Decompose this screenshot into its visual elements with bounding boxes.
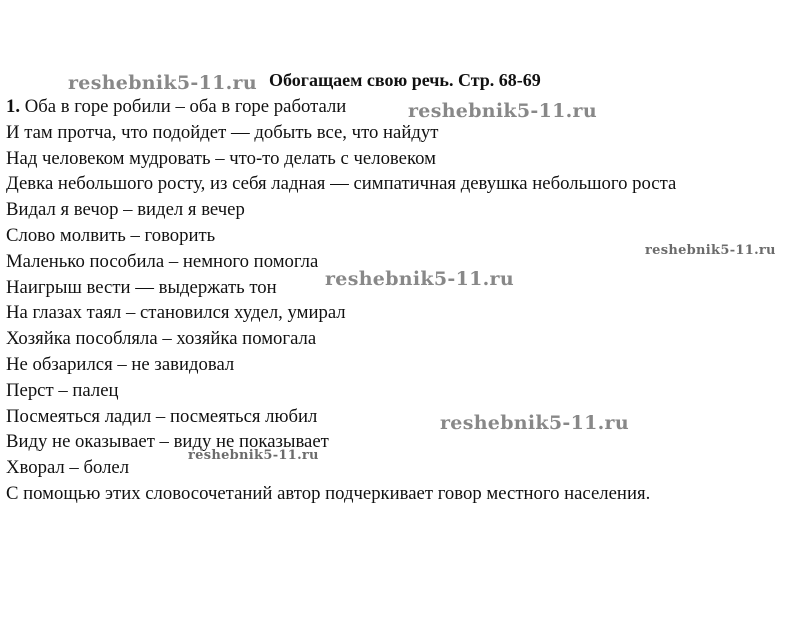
list-item: Над человеком мудровать – что-то делать с человеком <box>6 147 436 169</box>
watermark: reshebnik5-11.ru <box>68 72 257 94</box>
watermark: reshebnik5-11.ru <box>325 268 514 290</box>
list-item: Перст – палец <box>6 379 119 401</box>
item-text: Оба в горе робили – оба в горе работали <box>24 96 347 117</box>
watermark: reshebnik5-11.ru <box>188 448 319 463</box>
phrase-list <box>6 94 687 507</box>
list-item: Хворал – болел <box>6 457 130 479</box>
list-item: И там протча, что подойдет — добыть все, что найдут <box>6 121 439 143</box>
item-number: 1. <box>6 96 21 117</box>
list-item: Хозяйка пособляла – хозяйка помогала <box>6 328 317 350</box>
list-item: Посмеяться ладил – посмеяться любил <box>6 405 318 427</box>
watermark: reshebnik5-11.ru <box>408 100 597 122</box>
page-title: Обогащаем свою речь. Стр. 68-69 <box>269 70 541 90</box>
list-item: Видал я вечор – видел я вечер <box>6 199 245 221</box>
list-item: Маленько пособила – немного помогла <box>6 250 319 272</box>
watermark: reshebnik5-11.ru <box>440 412 629 434</box>
list-item: Наигрыш вести — выдержать тон <box>6 276 277 298</box>
conclusion-line: С помощью этих словосочетаний автор подчеркивает говор местного населения. <box>6 482 651 504</box>
list-item: Девка небольшого росту, из себя ладная — симпатичная девушка небольшого роста <box>6 173 677 195</box>
list-item: Не обзарился – не завидовал <box>6 353 235 375</box>
list-item: На глазах таял – становился худел, умирал <box>6 302 346 324</box>
watermark: reshebnik5-11.ru <box>645 243 776 258</box>
list-item: Слово молвить – говорить <box>6 224 216 246</box>
list-item: Виду не оказывает – виду не показывает <box>6 431 329 453</box>
